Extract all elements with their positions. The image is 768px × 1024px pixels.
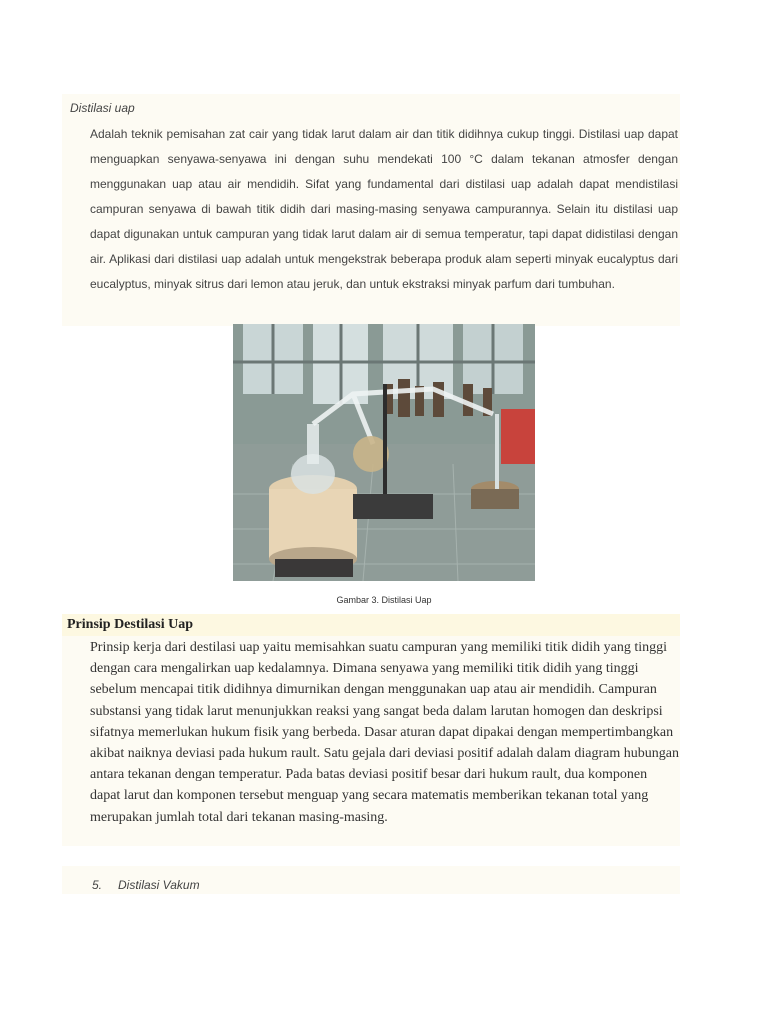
figure-caption: Gambar 3. Distilasi Uap [336, 595, 432, 605]
list-item-distilasi-vakum [92, 878, 200, 892]
list-item-label: Distilasi Vakum [118, 878, 200, 892]
figure-distilasi-uap-photo [233, 324, 535, 581]
list-item-number: 5. [92, 878, 103, 892]
lab-photo-illustration [233, 324, 535, 581]
paragraph-distilasi-uap: Adalah teknik pemisahan zat cair yang tidak larut dalam air dan titik didihnya cukup tinggi. Distilasi uap dapat menguapkan senyawa-senyawa ini dengan suhu mendekati 100 °C dalam tekanan atmosfer dengan menggunakan uap atau air mendidih. Sifat yang fundamental dari distilasi uap adalah dapat mendistilasi campuran senyawa di bawah titik didih dari masing-masing senyawa campurannya. Selain itu distilasi uap dapat digunakan untuk campuran yang tidak larut dalam air di semua temperatur, tapi dapat didistilasi dengan air. Aplikasi dari distilasi uap adalah untuk mengekstrak beberapa produk alam seperti minyak eucalyptus dari eucalyptus, minyak sitrus dari lemon atau jeruk, dan untuk ekstraksi minyak parfum dari tumbuhan. [90, 127, 678, 291]
section-heading-distilasi-uap: Distilasi uap [70, 101, 135, 115]
section-heading-prinsip-destilasi-uap: Prinsip Destilasi Uap [67, 617, 194, 632]
paragraph-prinsip-destilasi-uap: Prinsip kerja dari destilasi uap yaitu memisahkan suatu campuran yang memiliki titik didih yang tinggi dengan cara mengalirkan uap kedalamnya. Dimana senyawa yang memiliki titik didih yang tinggi sebelum mencapai titik didihnya dimurnikan dengan menggunakan uap atau air mendidih. Campuran substansi yang tidak larut menunjukkan reaksi yang sangat beda dalam larutan homogen dan deskripsi sifatnya memerlukan hukum fisik yang berbeda. Dasar aturan dapat dipakai dengan mempertimbangkan akibat naiknya deviasi pada hukum rault. Satu gejala dari deviasi positif adalah dalam diagram hubungan antara tekanan dengan temperatur. Pada batas deviasi positif besar dari hukum rault, dua komponen dapat larut dan komponen tersebut menguap yang secara matematis memberikan tekanan total yang merupakan jumlah total dari tekanan masing-masing. [90, 640, 679, 825]
